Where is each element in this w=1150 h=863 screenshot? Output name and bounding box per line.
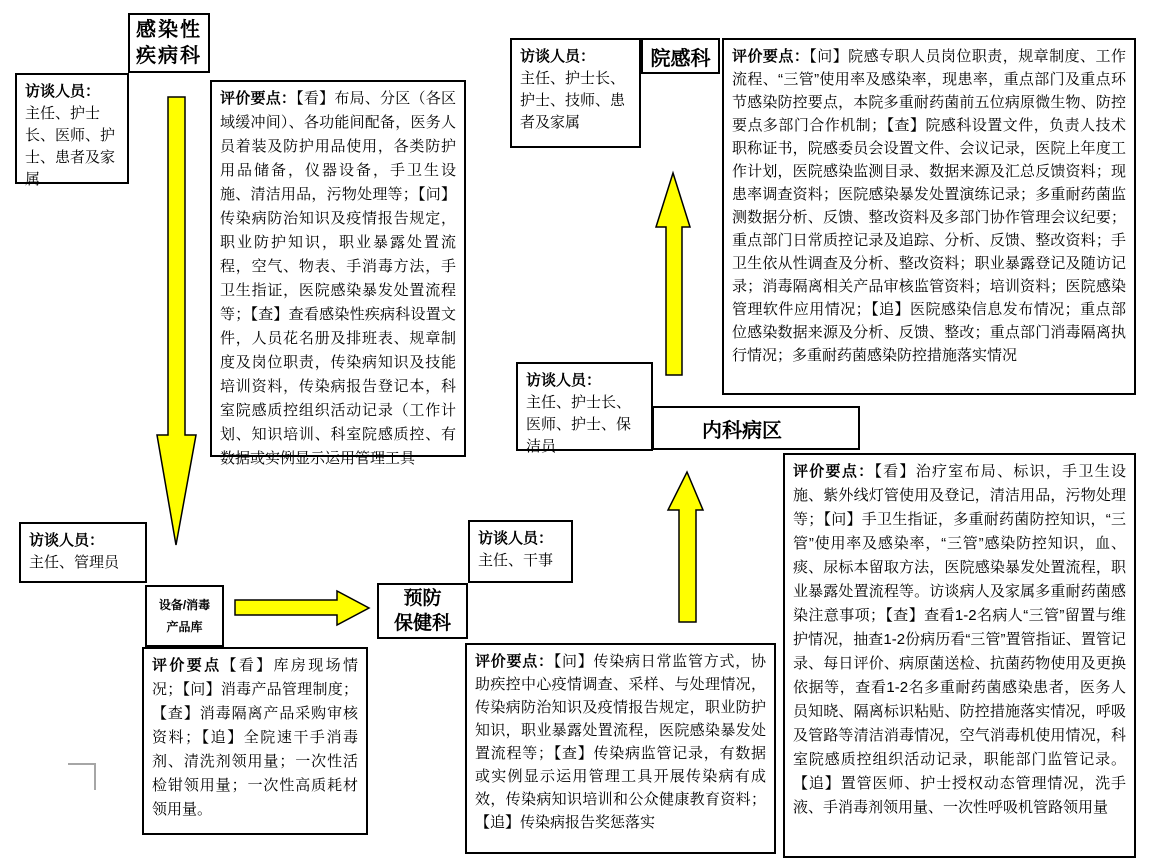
eval-body: 【问】院感专职人员岗位职责，规章制度、工作流程、“三管”使用率及感染率，现患率，重点部门及重点环节感染防控要点，本院多重耐药菌前五位病原微生物、防控要点多部门合作机制；【查】院感科设置文件，负责人技术职称证书，院感委员会设置文件、会议记录，医院上年度工作计划，医院感染监测目录、数据来源及汇总反馈资料；现患率调查资料；医院感染暴发处置演练记录；多重耐药菌监测数据分析、反馈、整改资料及多部门协作管理会议纪要；重点部门日常质控记录及追踪、分析、反馈、整改资料；手卫生依从性调查及分析、整改资料；职业暴露登记及随访记录；消毒隔离相关产品审核监管资料；培训资料；医院感染管理软件应用情况；【追】医院感染信息发布情况；重点部位感染数据来源及分析、反馈、整改；重点部门消毒隔离执行情况；多重耐药菌感染防控措施落实情况 <box>732 48 1126 364</box>
interview-box-store <box>19 522 147 583</box>
eval-box-yufang <box>465 643 776 854</box>
interview-header: 访谈人员： <box>520 48 596 65</box>
eval-box-infectious <box>210 80 466 467</box>
interview-header: 访谈人员： <box>526 372 602 389</box>
eval-box-neike <box>783 453 1136 858</box>
eval-body: 【问】传染病日常监管方式，协助疾控中心疫情调查、采样、与处理情况，传染病防治知识及疫情报告规定，职业防护知识，职业暴露处置流程，医院感染暴发处置流程等；【查】传染病监管记录，有数据或实例显示运用管理工具开展传染病有成效，传染病知识培训和公众健康教育资料；【追】传染病报告奖惩落实 <box>475 653 766 831</box>
interview-header: 访谈人员： <box>478 530 554 547</box>
eval-lead: 评价要点： <box>220 90 297 107</box>
interview-list: 主任、管理员 <box>29 554 120 571</box>
interview-header: 访谈人员： <box>25 83 101 100</box>
interview-header: 访谈人员： <box>29 532 105 549</box>
arrow-right-store-to-yufang <box>235 591 369 625</box>
dept-box-store <box>145 585 224 647</box>
eval-body: 【看】库房现场情况；【问】消毒产品管理制度；【查】消毒隔离产品采购审核资料；【追】全院速干手消毒剂、清洗剂领用量；一次性活检钳领用量；一次性高质耗材领用量。 <box>152 657 358 818</box>
dept-box-neike <box>652 406 860 450</box>
dept-title-line: 疾病科 <box>136 45 202 67</box>
corner-mark-bottom-left <box>68 764 95 790</box>
dept-title-line: 内科病区 <box>702 419 782 442</box>
interview-box-yuangan <box>510 38 641 148</box>
dept-title-line: 保健科 <box>393 613 451 634</box>
interview-box-yufang <box>468 520 573 583</box>
eval-box-store <box>142 647 368 835</box>
interview-box-infectious <box>15 73 129 188</box>
eval-lead: 评价要点 <box>152 657 222 674</box>
interview-box-neike <box>516 362 653 455</box>
dept-box-infectious-disease <box>128 13 210 73</box>
interview-list: 主任、护士长、护士、技师、患者及家属 <box>520 70 626 131</box>
eval-lead: 评价要点： <box>475 653 554 670</box>
dept-title-line: 院感科 <box>650 47 711 70</box>
dept-title-line: 感染性 <box>136 19 202 41</box>
dept-title-line: 设备/消毒 <box>158 598 211 612</box>
dept-title-line: 产品库 <box>166 620 203 634</box>
eval-lead: 评价要点： <box>732 48 810 65</box>
dept-title-line: 预防 <box>403 588 442 609</box>
eval-lead: 评价要点： <box>793 463 875 480</box>
eval-body: 【看】布局、分区（各区域缓冲间）、各功能间配备，医务人员着装及防护用品使用，各类防护用品储备，仪器设备，手卫生设施、清洁用品，污物处理等；【问】传染病防治知识及疫情报告规定，职业防护知识，职业暴露处置流程，空气、物表、手消毒方法，手卫生指证，医院感染暴发处置流程等；【查】查看感染性疾病科设置文件，人员花名册及排班表、规章制度及岗位职责，传染病知识及技能培训资料，传染病报告登记本，科室院感质控组织活动记录（工作计划、知识培训、科室院感质控、有数据或实例显示运用管理工具 <box>220 90 456 467</box>
arrow-down-infectious-to-store <box>157 97 196 545</box>
arrow-up-yufang-to-neike <box>668 472 703 622</box>
eval-box-yuangan <box>722 38 1136 395</box>
dept-box-yuangan <box>641 38 720 74</box>
eval-body: 【看】治疗室布局、标识，手卫生设施、紫外线灯管使用及登记，清洁用品，污物处理等；【问】手卫生指证，多重耐药菌防控知识，“三管”使用率及感染率，“三管”感染防控知识，血、痰、尿标本留取方法，医院感染暴发处置流程，职业暴露处置流程等。访谈病人及家属多重耐药菌感染注意事项；【查】查看1-2名病人“三管”留置与维护情况，抽查1-2份病历看“三管”置管指证、置管记录、每日评价、病原菌送检、抗菌药物使用及更换依据等，查看1-2名多重耐药菌感染患者，医务人员知晓、隔离标识粘贴、防控措施落实情况，呼吸及管路等清洁消毒情况，空气消毒机使用情况，科室院感质控组织活动记录，职能部门监管记录。【追】置管医师、护士授权动态管理情况，洗手液、手消毒剂领用量、一次性呼吸机管路领用量 <box>793 463 1126 816</box>
arrow-up-neike-to-yuangan <box>656 173 690 375</box>
interview-list: 主任、干事 <box>478 552 554 569</box>
interview-list: 主任、护士长、医师、护士、保洁员 <box>526 394 632 455</box>
interview-list: 主任、护士长、医师、护士、患者及家属 <box>25 105 116 188</box>
dept-box-yufang <box>377 583 468 639</box>
